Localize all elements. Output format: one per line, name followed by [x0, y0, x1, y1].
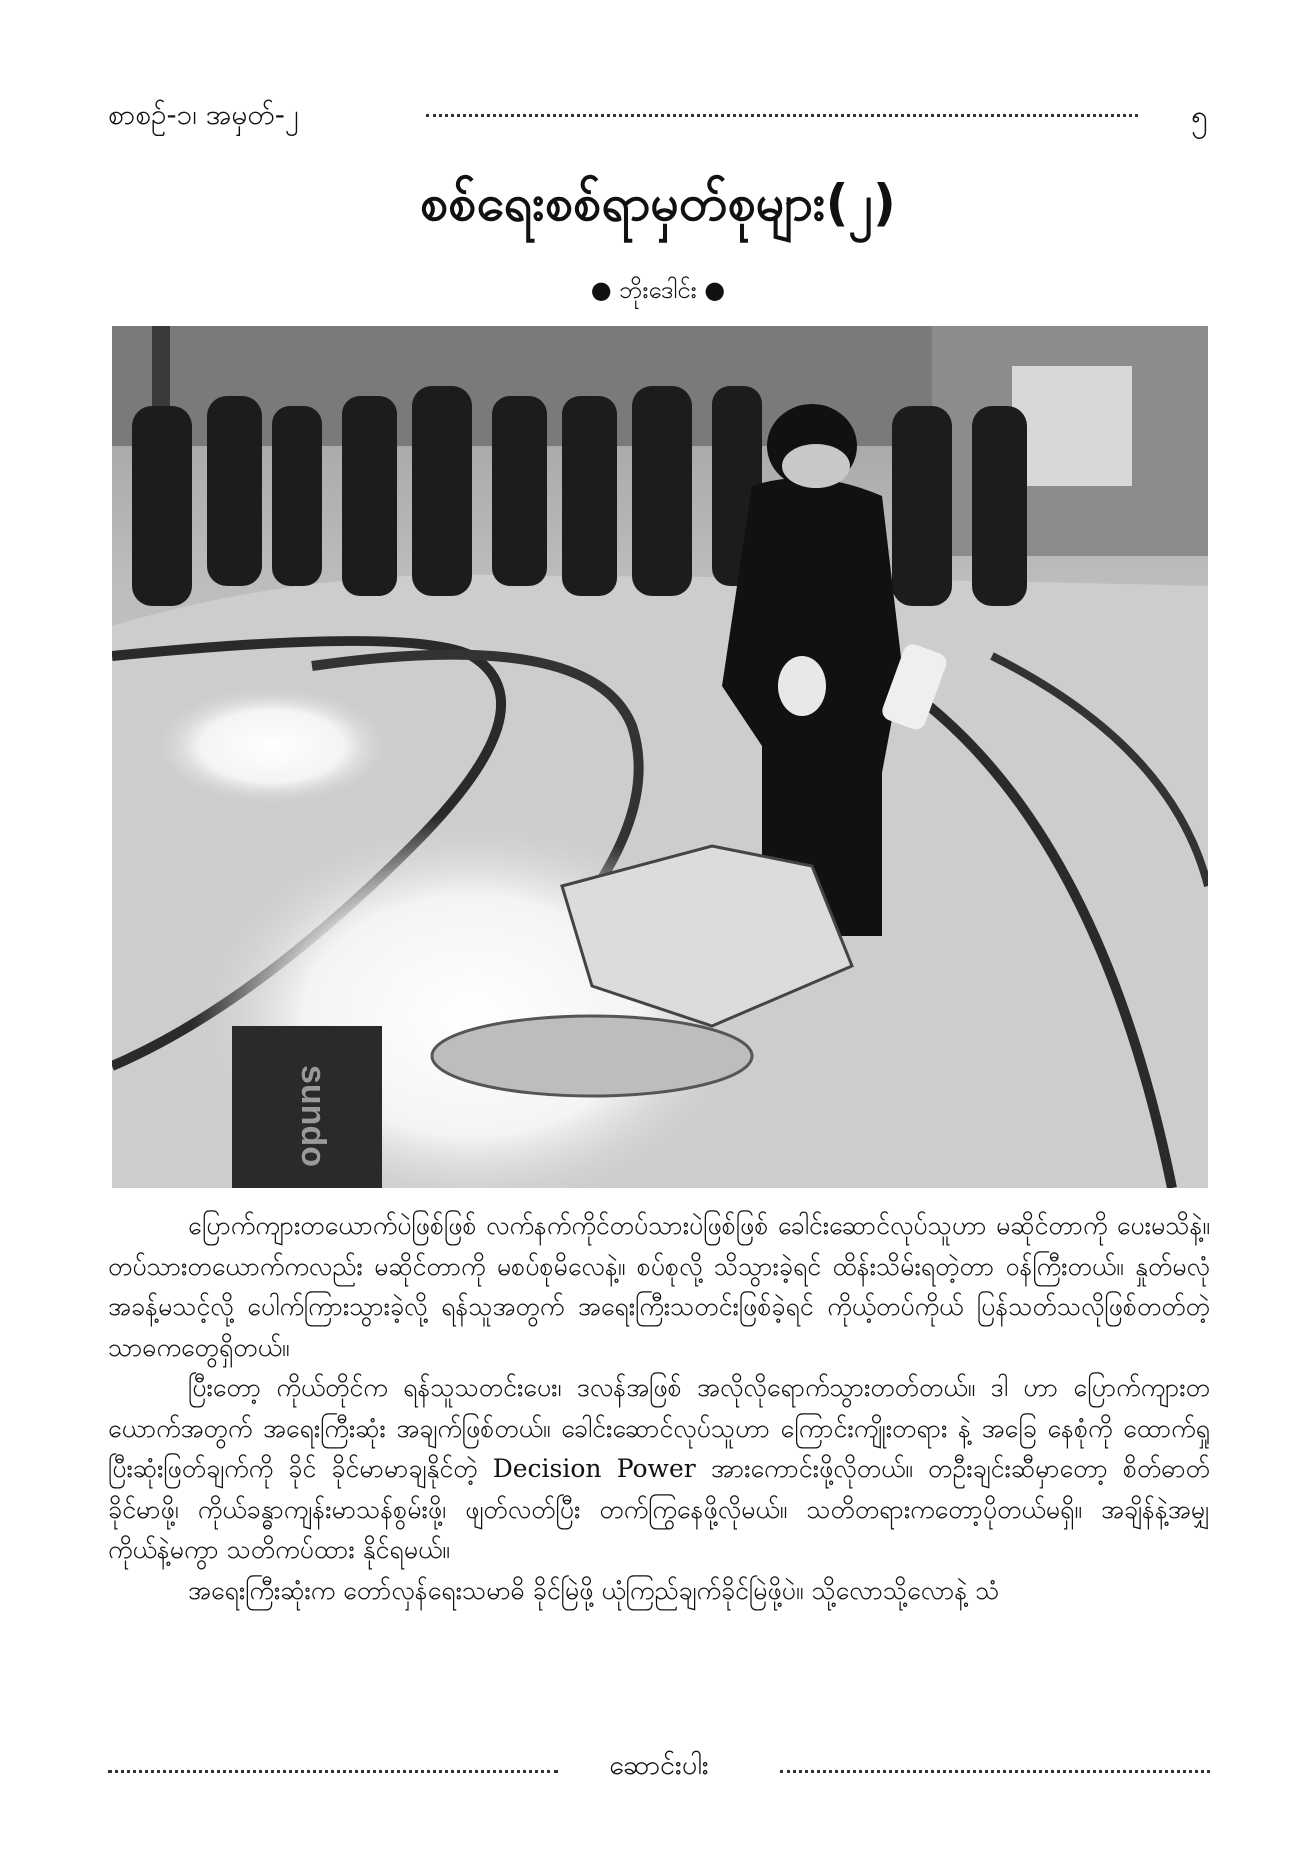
footer-dotted-leader-right	[780, 1770, 1210, 1773]
paragraph-2: ပြီးတော့ ကိုယ်တိုင်က ရန်သူသတင်းပေး၊ ဒလန်အဖြစ် အလိုလိုရောက်သွားတတ်တယ်။ ဒါ ဟာ ပြောက်ကျားတယောက်အတွက် အရေးကြီးဆုံး အချက်ဖြစ်တယ်။ ခေါင်းဆောင်လုပ်သူဟာ ကြောင်းကျိုးတရား နဲ့ အခြေ နေစုံကို ထောက်ရှုပြီးဆုံးဖြတ်ချက်ကို ခိုင် ခိုင်မာမာချနိုင်တဲ့ Decision Power အားကောင်းဖို့လိုတယ်။ တဦးချင်းဆီမှာတော့ စိတ်ဓာတ်ခိုင်မာဖို့၊ ကိုယ်ခန္ဓာကျန်းမာသန်စွမ်းဖို့၊ ဖျတ်လတ်ပြီး တက်ကြွနေဖို့လိုမယ်။ သတိတရားကတော့ပိုတယ်မရှိ။ အချိန်နဲ့အမျှ ကိုယ်နဲ့မကွာ သတိကပ်ထား နိုင်ရမယ်။	[108, 1373, 1210, 1564]
page-footer	[108, 1748, 1210, 1788]
paragraph-3: အရေးကြီးဆုံးက တော်လှန်ရေးသမာဓိ ခိုင်မြဲဖို့ ယုံကြည်ချက်ခိုင်မြဲဖို့ပဲ။ သို့လောသို့လောနဲ့ သံ	[188, 1575, 1000, 1605]
article-author: ● ဘိုးဒေါင်း ●	[590, 276, 726, 304]
article-title: စစ်ရေးစစ်ရာမှတ်စုများ(၂)	[420, 174, 896, 232]
header-dotted-leader	[426, 114, 1138, 117]
page-number: ၅	[1191, 99, 1208, 134]
page-header	[108, 96, 1208, 136]
article-body	[108, 1206, 1210, 1611]
photo-sign-text: sundo	[294, 1065, 332, 1167]
article-photo	[112, 326, 1208, 1188]
street-protest-photo-icon	[112, 326, 1208, 1188]
continued-label: ဆောင်းပါး	[609, 1750, 709, 1781]
issue-label: စာစဥ်-၁၊ အမှတ်-၂	[108, 98, 299, 131]
paragraph-1: ပြောက်ကျားတယောက်ပဲဖြစ်ဖြစ် လက်နက်ကိုင်တပ်သားပဲဖြစ်ဖြစ် ခေါင်းဆောင်လုပ်သူဟာ မဆိုင်တာကို ပေးမသိနဲ့။ တပ်သားတယောက်ကလည်း မဆိုင်တာကို မစပ်စုမိလေနဲ့။ စပ်စုလို့ သိသွားခဲ့ရင် ထိန်းသိမ်းရတဲ့တာ ဝန်ကြီးတယ်။ နှုတ်မလုံ အခန့်မသင့်လို့ ပေါက်ကြားသွားခဲ့လို့ ရန်သူအတွက် အရေးကြီးသတင်းဖြစ်ခဲ့ရင် ကိုယ့်တပ်ကိုယ် ပြန်သတ်သလိုဖြစ်တတ်တဲ့ သာဓကတွေရှိတယ်။	[108, 1211, 1210, 1362]
